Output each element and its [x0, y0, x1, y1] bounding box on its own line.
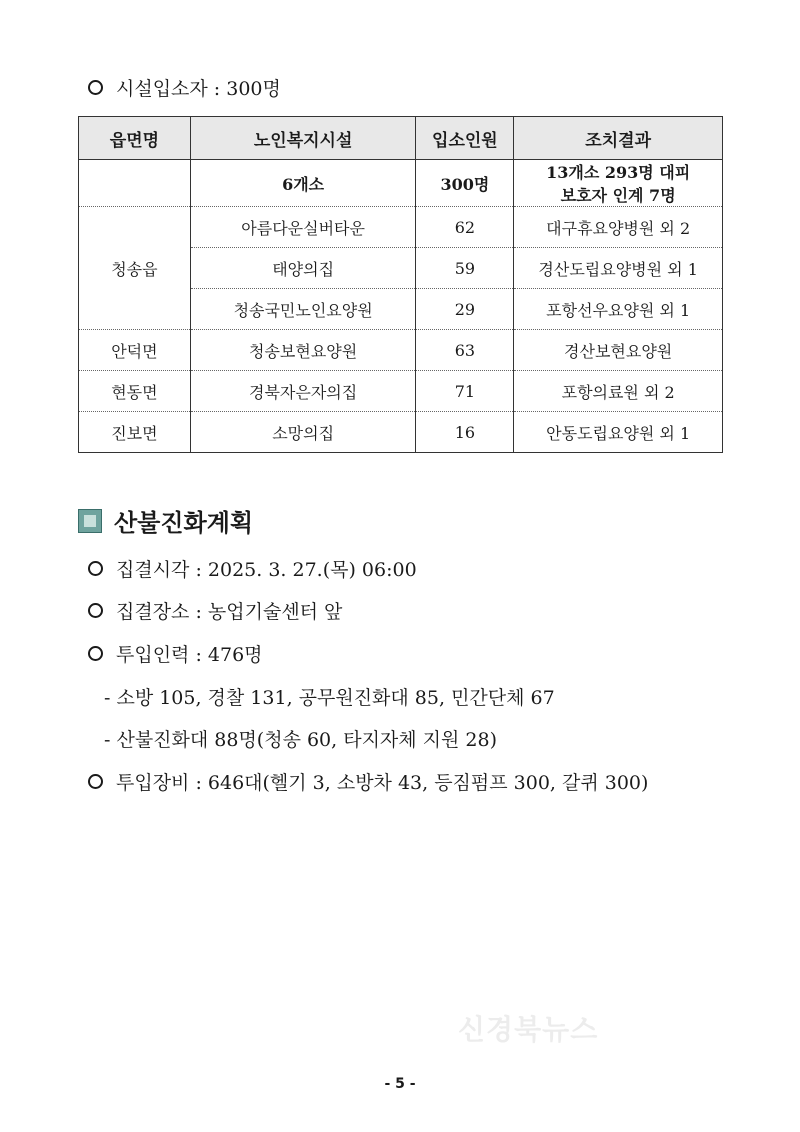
result-cell: 포항선우요양원 외 1 [514, 289, 723, 330]
facility-cell: 아름다운실버타운 [190, 207, 416, 248]
table-row [79, 330, 723, 371]
region-cell: 안덕면 [79, 330, 191, 371]
header-count: 입소인원 [416, 117, 514, 160]
total-result-line2: 보호자 인계 7명 [560, 186, 676, 205]
circle-bullet-icon [88, 80, 103, 95]
item-time [88, 555, 417, 582]
result-cell: 안동도립요양원 외 1 [514, 412, 723, 453]
item-place [88, 597, 342, 624]
result-cell: 경산도립요양병원 외 1 [514, 248, 723, 289]
count-cell: 16 [416, 412, 514, 453]
table-row [79, 207, 723, 248]
facility-cell: 경북자은자의집 [190, 371, 416, 412]
section-title: 산불진화계획 [114, 509, 254, 537]
result-cell: 대구휴요양병원 외 2 [514, 207, 723, 248]
item-personnel-sub2-text: - 산불진화대 88명(청송 60, 타지자체 지원 28) [104, 729, 498, 751]
total-result-line1: 13개소 293명 대피 [546, 163, 691, 182]
table-row-total [79, 160, 723, 207]
circle-bullet-icon [88, 561, 103, 576]
total-result [514, 160, 723, 207]
header-result: 조치결과 [514, 117, 723, 160]
item-personnel-sub1 [88, 683, 555, 710]
item-personnel-sub2 [88, 725, 497, 752]
count-cell: 62 [416, 207, 514, 248]
result-cell: 경산보현요양원 [514, 330, 723, 371]
count-cell: 59 [416, 248, 514, 289]
circle-bullet-icon [88, 603, 103, 618]
page-number: - 5 - [384, 1076, 416, 1092]
item-equipment-text: 투입장비 : 646대(헬기 3, 소방차 43, 등짐펌프 300, 갈퀴 300) [116, 772, 649, 794]
count-cell: 63 [416, 330, 514, 371]
count-cell: 71 [416, 371, 514, 412]
table-row [79, 412, 723, 453]
table-header-row [79, 117, 723, 160]
facility-cell: 청송보현요양원 [190, 330, 416, 371]
circle-bullet-icon [88, 774, 103, 789]
facility-cell: 청송국민노인요양원 [190, 289, 416, 330]
result-cell: 포항의료원 외 2 [514, 371, 723, 412]
facility-table [78, 116, 723, 453]
item-time-text: 집결시각 : 2025. 3. 27.(목) 06:00 [116, 559, 417, 581]
facility-cell: 소망의집 [190, 412, 416, 453]
count-cell: 29 [416, 289, 514, 330]
circle-bullet-icon [88, 646, 103, 661]
total-region [79, 160, 191, 207]
region-cell: 진보면 [79, 412, 191, 453]
intro-line [88, 74, 281, 101]
item-personnel [88, 640, 263, 667]
watermark: 신경북뉴스 [458, 1013, 599, 1046]
total-count: 300명 [416, 160, 514, 207]
header-region: 읍면명 [79, 117, 191, 160]
item-personnel-text: 투입인력 : 476명 [116, 644, 263, 666]
table-row [79, 371, 723, 412]
item-personnel-sub1-text: - 소방 105, 경찰 131, 공무원진화대 85, 민간단체 67 [104, 687, 555, 709]
section-heading [78, 503, 253, 538]
facility-cell: 태양의집 [190, 248, 416, 289]
item-equipment [88, 768, 648, 795]
region-cell: 청송읍 [79, 207, 191, 330]
header-facility: 노인복지시설 [190, 117, 416, 160]
item-place-text: 집결장소 : 농업기술센터 앞 [116, 601, 343, 623]
region-cell: 현동면 [79, 371, 191, 412]
intro-text: 시설입소자 : 300명 [116, 78, 281, 100]
total-facility: 6개소 [190, 160, 416, 207]
square-bullet-icon [78, 509, 102, 533]
